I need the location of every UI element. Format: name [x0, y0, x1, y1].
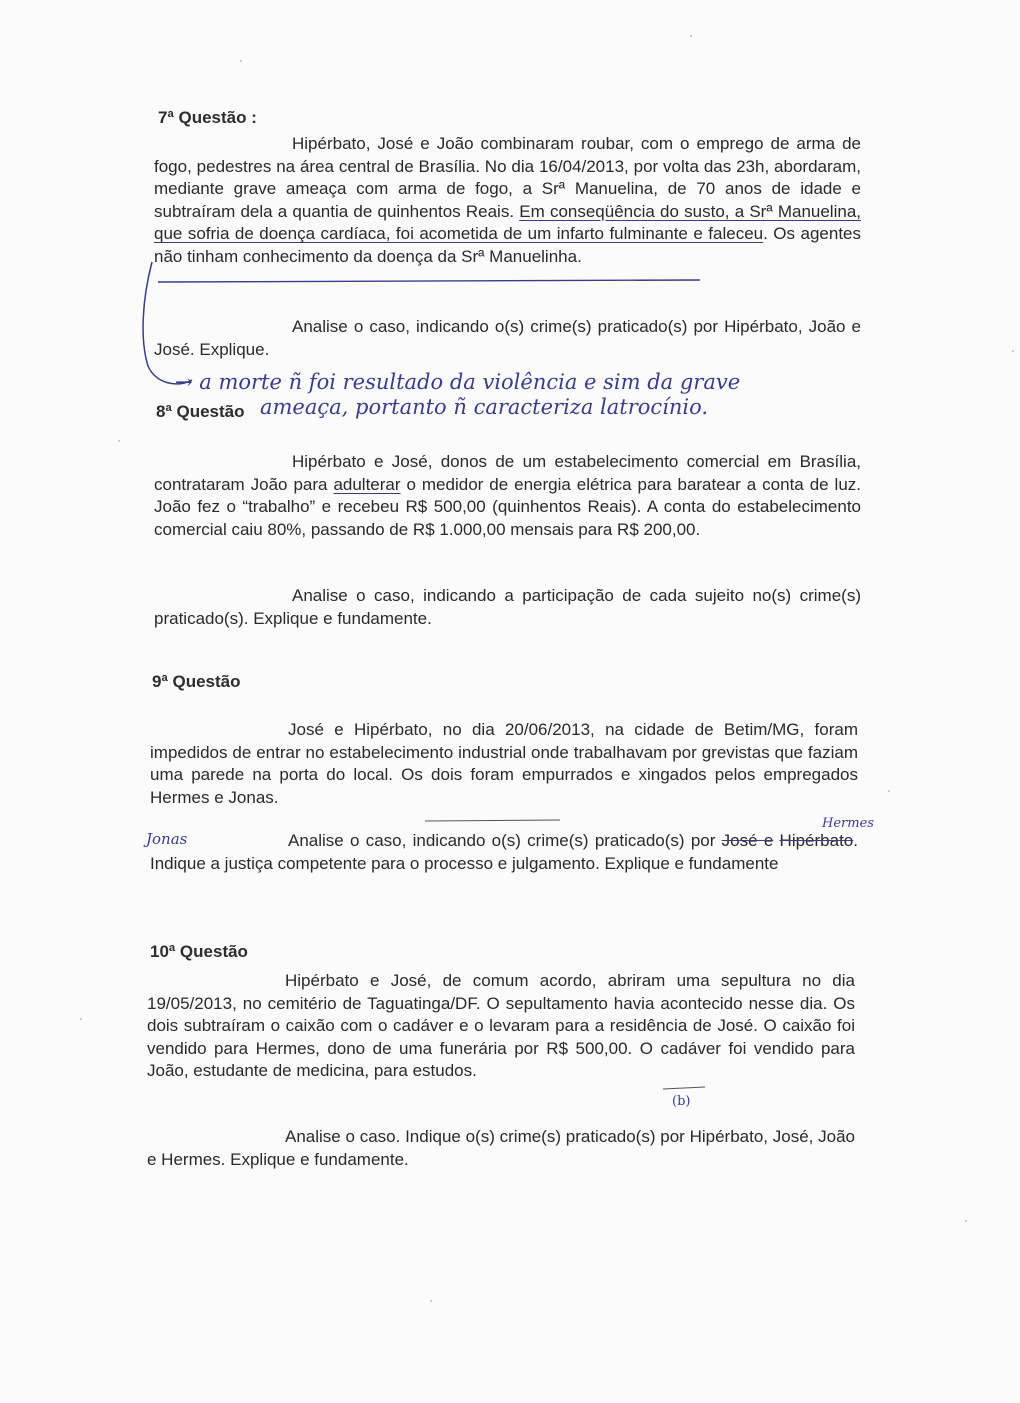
scan-speck — [888, 790, 890, 792]
question-8-instruction — [154, 585, 861, 630]
question-8-statement — [154, 451, 861, 541]
question-7-instruction — [154, 316, 861, 361]
q8-text-pre: Hipérbato e José, donos de um estabelecimento comercial em Brasília, contrataram João para — [154, 452, 861, 494]
scan-speck — [1012, 350, 1014, 352]
q9-handwritten-hermes: Hermes — [822, 816, 874, 831]
q7-text-post: . Os agentes não tinham conhecimento da doença da Srª Manuelinha. — [154, 224, 862, 266]
q10-joao-overline — [663, 1087, 705, 1089]
scan-speck — [118, 440, 120, 442]
question-9-title: 9ª Questão — [152, 672, 241, 691]
scan-speck — [240, 60, 242, 62]
q7-handwritten-answer-line1: → a morte ñ foi resultado da violência e sim da grave — [175, 370, 741, 394]
q7-handwritten-answer-line2: ameaça, portanto ñ caracteriza latrocínio. — [260, 395, 709, 419]
question-10-title: 10ª Questão — [150, 942, 248, 961]
q8-instruction-text: Analise o caso, indicando a participação de cada sujeito no(s) crime(s) praticado(s). Explique e fundamente. — [154, 586, 861, 628]
q9-instruction-post: . Indique a justiça competente para o processo e julgamento. Explique e fundamente — [150, 831, 858, 873]
question-8-title: 8ª Questão — [156, 402, 245, 421]
q7-text-pre: Hipérbato, José e João combinaram roubar, com o emprego de arma de fogo, pedestres na área central de Brasília. No dia 16/04/2013, por volta das 23h, abordaram, mediante grave ameaça com arma de fogo, a Srª Manuelina, de 70 anos de idade e subtraíram dela a quantia de quinhentos Reais. — [154, 134, 861, 221]
q9-handwritten-jonas: Jonas — [146, 830, 188, 848]
question-9-statement — [150, 719, 858, 809]
scan-speck — [430, 1300, 432, 1302]
q10-handwritten-mark: (b) — [672, 1094, 691, 1109]
q9-instruction-pre: Analise o caso, indicando o(s) crime(s) praticado(s) por — [288, 831, 722, 850]
q10-instruction-text: Analise o caso. Indique o(s) crime(s) praticado(s) por Hipérbato, José, João e Hermes. Explique e fundamente. — [147, 1127, 855, 1169]
q8-text-post: o medidor de energia elétrica para baratear a conta de luz. João fez o “trabalho” e recebeu R$ 500,00 (quinhentos Reais). A conta do estabelecimento comercial caiu 80%, passando de R$ 1.000,00 mensais para R$ 200,00. — [154, 474, 861, 539]
q10-text: Hipérbato e José, de comum acordo, abriram uma sepultura no dia 19/05/2013, no cemitério de Taguatinga/DF. O sepultamento havia acontecido nesse dia. Os dois subtraíram o caixão com o cadáver e o levaram para a residência de José. O caixão foi vendido para Hermes, dono de uma funerária por R$ 500,00. O cadáver foi vendido para João, estudante de medicina, para estudos. — [147, 971, 855, 1081]
scan-speck — [690, 35, 692, 37]
scan-speck — [80, 1018, 82, 1020]
question-10-instruction — [147, 1126, 855, 1171]
q8-underlined-text: adulterar — [333, 474, 401, 494]
q7-underlined-text: Em conseqüência do susto, a Srª Manuelina, que sofria de doença cardíaca, foi acometida de um infarto fulminante e faleceu — [154, 201, 861, 244]
q9-struck-hiperbato: Hipérbato — [779, 831, 854, 850]
q7-instruction-text: Analise o caso, indicando o(s) crime(s) praticado(s) por Hipérbato, João e José. Explique. — [154, 317, 861, 359]
question-7-title: 7ª Questão : — [158, 108, 257, 127]
q9-struck-jose: José e — [721, 831, 774, 850]
scan-speck — [965, 1220, 967, 1222]
question-10-statement — [147, 970, 855, 1083]
q9-text: José e Hipérbato, no dia 20/06/2013, na cidade de Betim/MG, foram impedidos de entrar no estabelecimento industrial onde trabalhavam por grevistas que faziam uma parede na porta do local. Os dois foram empurrados e xingados pelos empregados Hermes e Jonas. — [150, 720, 858, 807]
question-7-statement — [154, 133, 861, 269]
question-9-instruction — [150, 830, 858, 875]
q9-underline-mark — [425, 820, 560, 821]
q7-underline-line2 — [158, 280, 700, 282]
